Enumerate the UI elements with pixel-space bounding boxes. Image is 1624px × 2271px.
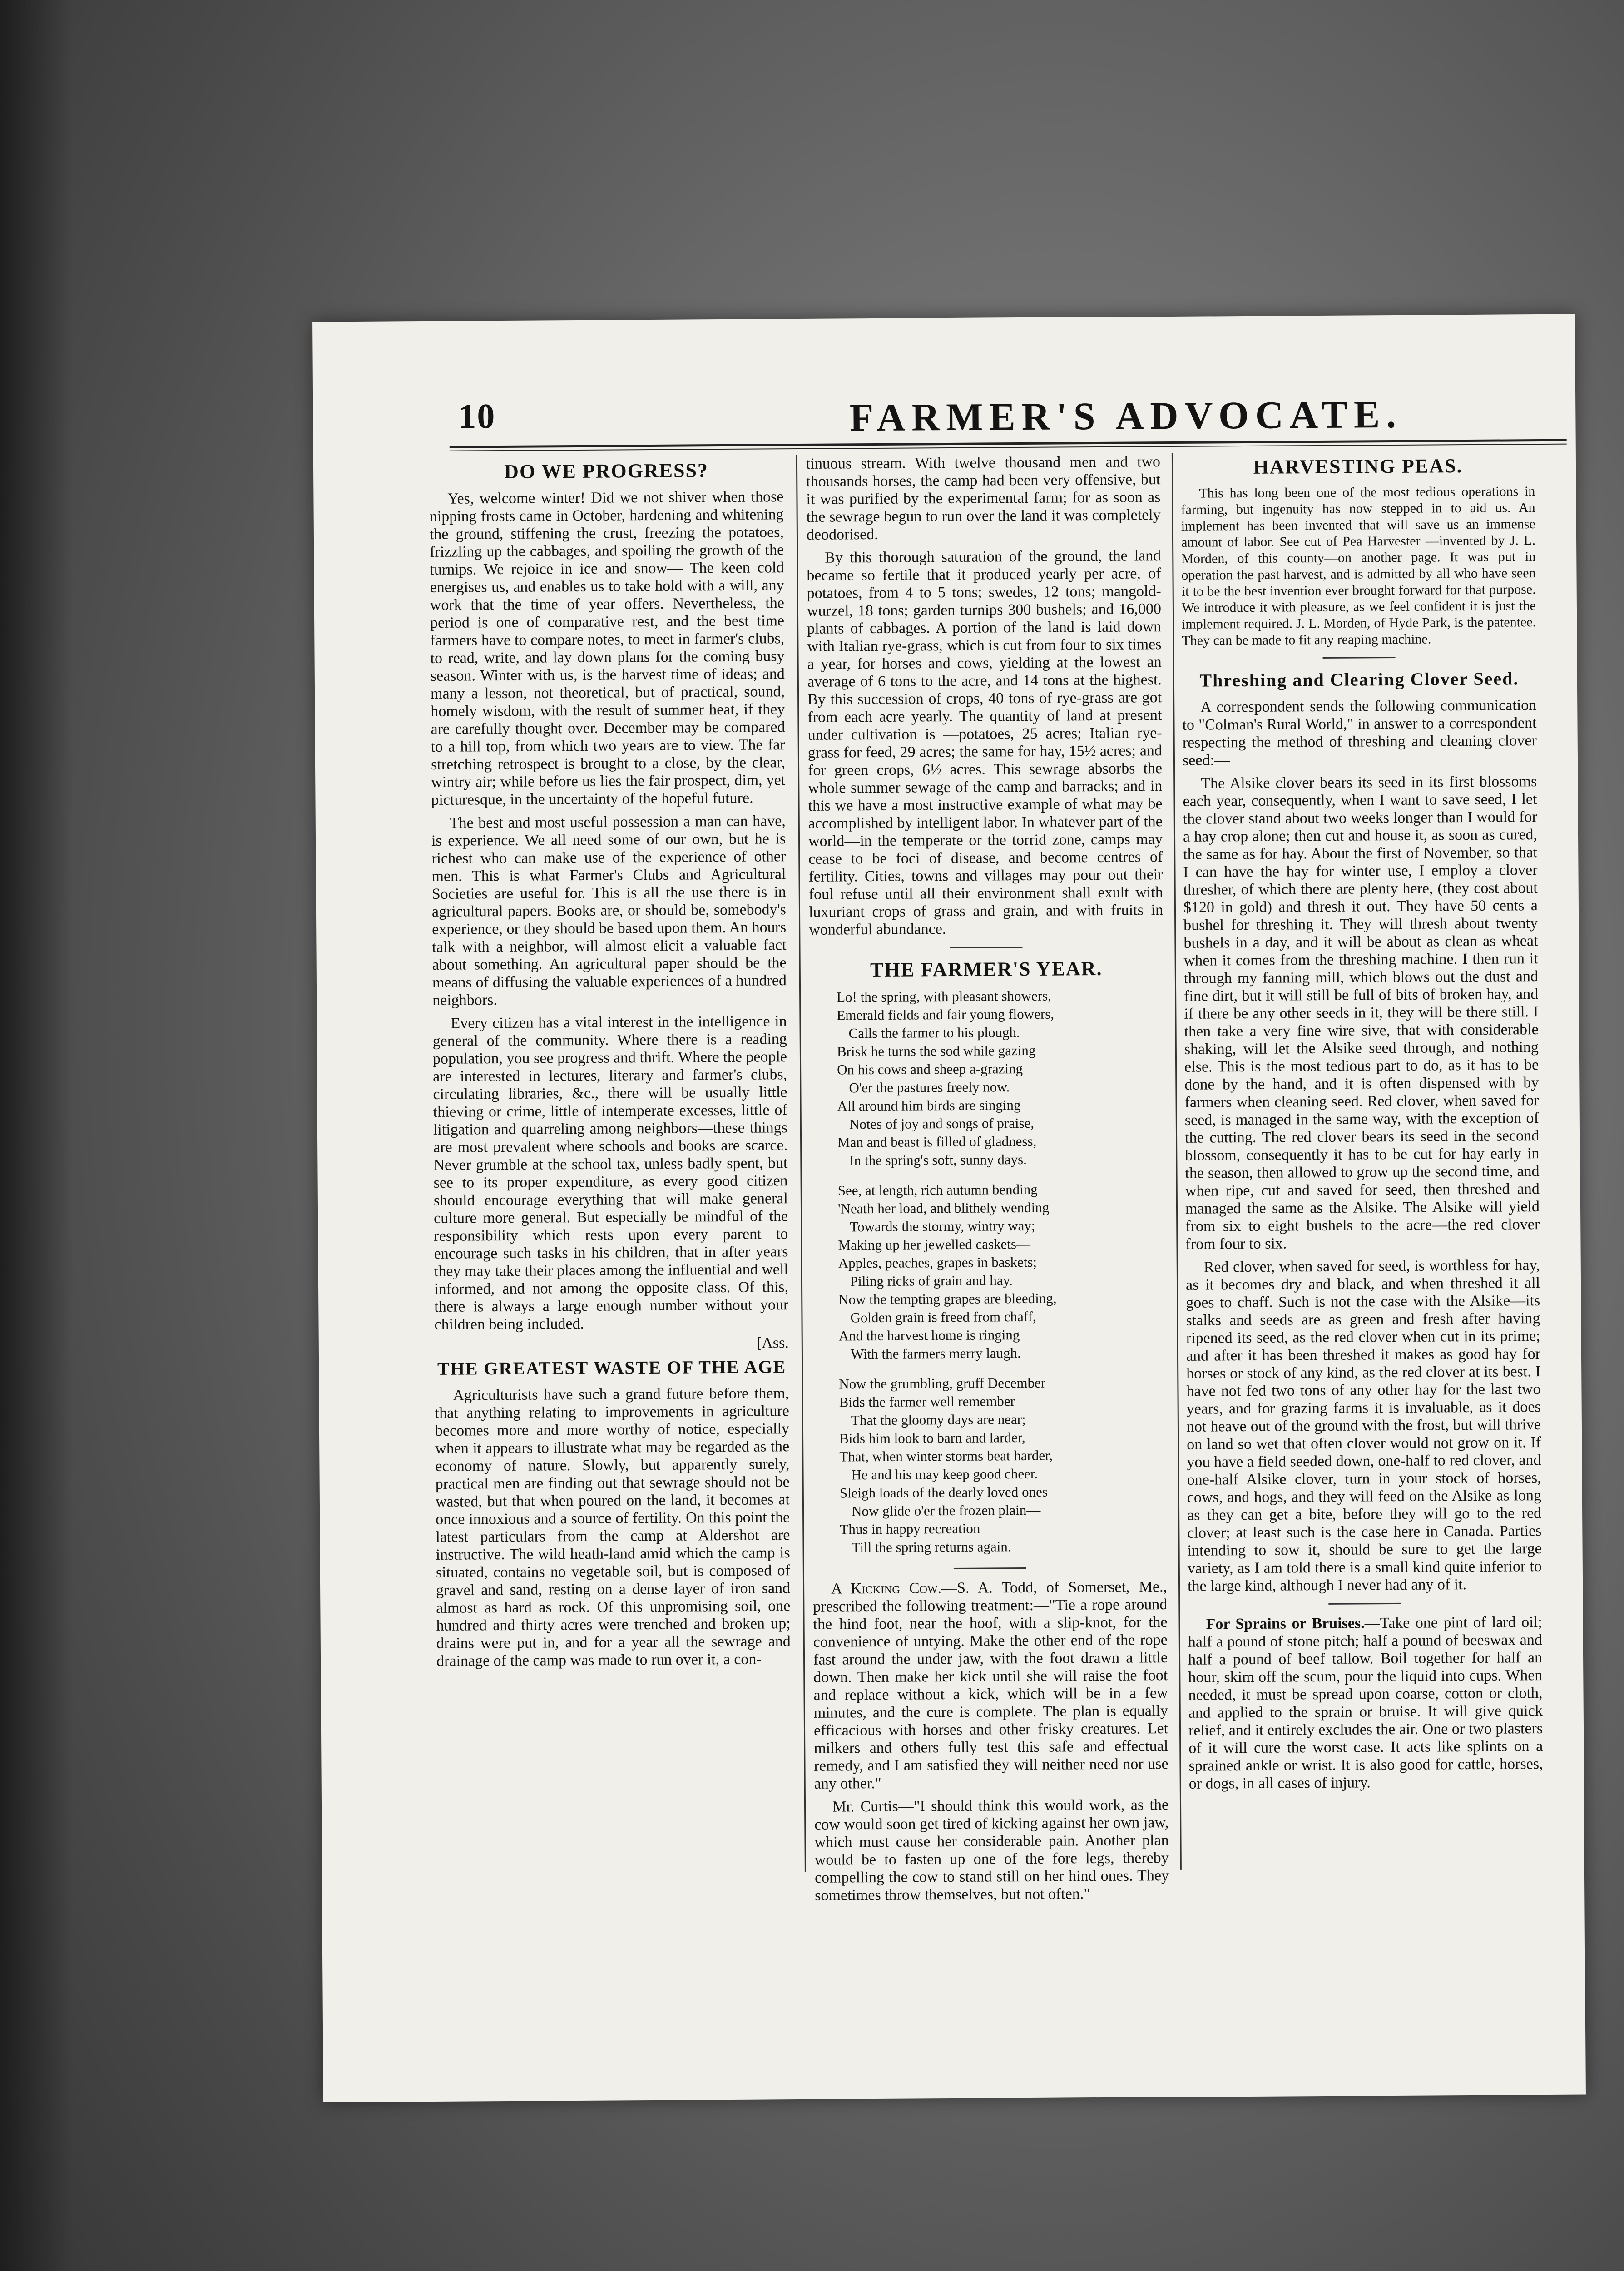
article-title-do-we-progress: DO WE PROGRESS? bbox=[504, 459, 709, 483]
poem-line: With the farmers merry laugh. bbox=[850, 1345, 1021, 1362]
column-divider-1 bbox=[796, 455, 806, 1872]
poem-line: Now the grumbling, gruff December bbox=[839, 1374, 1046, 1392]
column-1 bbox=[429, 455, 791, 1676]
poem-line: Apples, peaches, grapes in baskets; bbox=[838, 1254, 1037, 1271]
poem-line: That the gloomy days are near; bbox=[851, 1411, 1026, 1428]
article-paragraph: Red clover, when saved for seed, is worthless for hay, as it becomes dry and black, and when threshed it all goes to chaff. Such is not the case with the Alsike—its stalks and seeds are as green and fresh after having ripened its seed, as the red clover when cut in its prime; and after it has been threshed it makes as good hay for horses or stock of any kind, as the red clover at its best. I have not fed two tons of any other hay for the last two years, and for grazing farms it is invaluable, as it does not heave out of the ground with the frost, but will thrive on land so wet that often clover would not grow on it. If you have a field seeded down, one-half to red clover, and one-half Alsike clover, turn in your stock of horses, cows, and hogs, and they will feed on the Alsike as long as they can get a bite, before they will go to the red clover; at least such is the case here in Canada. Parties intending to sow it, should be sure to get the large variety, as I am told there is a small kind quite inferior to the large kind, although I never had any of it. bbox=[1185, 1257, 1542, 1595]
column-divider-2 bbox=[1172, 453, 1182, 1870]
poem-stanza bbox=[838, 1180, 1166, 1363]
poem-line: O'er the pastures freely now. bbox=[849, 1079, 1010, 1096]
masthead: FARMER'S ADVOCATE. bbox=[849, 392, 1403, 440]
poem-stanza bbox=[837, 986, 1164, 1170]
kicking-cow-text: —S. A. Todd, of Somerset, Me., prescribed the following treatment:—"Tie a rope around the hind foot, near the hoof, with a slip-knot, for the convenience of untying. Make the other end of the rope fast around the under jaw, with the foot drawn a little down. Then make her kick until she will raise the foot and replace without a kick, which will be in a few minutes, and the cure is complete. The plan is equally efficacious with horses and other frisky creatures. Let milkers and others fully test this safe and effectual remedy, and I am satisfied they will neither need nor use any other." bbox=[813, 1578, 1168, 1792]
poem bbox=[837, 986, 1167, 1557]
film-edge-shadow bbox=[0, 0, 73, 2271]
poem-line: Towards the stormy, wintry way; bbox=[850, 1217, 1035, 1235]
poem-line: Golden grain is freed from chaff, bbox=[850, 1308, 1036, 1326]
article-paragraph-kicking-cow bbox=[813, 1578, 1168, 1793]
poem-line: In the spring's soft, sunny days. bbox=[849, 1151, 1027, 1169]
section-rule bbox=[1328, 1603, 1401, 1605]
poem-line: Piling ricks of grain and hay. bbox=[850, 1272, 1013, 1289]
section-rule bbox=[1323, 657, 1396, 659]
poem-title: THE FARMER'S YEAR. bbox=[870, 957, 1103, 982]
article-paragraph: This has long been one of the most tedious operations in farming, but ingenuity has now stepped in to aid us. An implement has been invented that will save us an immense amount of labor. See cut of Pea Harvester —invented by J. L. Morden, of this county—on another page. It was put in operation the past harvest, and is admitted by all who have seen it to be the best invention ever brought forward for that purpose. We introduce it with pleasure, as we feel confident it is just the implement required. J. L. Morden, of Hyde Park, is the patentee. They can be made to fit any reaping machine. bbox=[1181, 484, 1536, 648]
poem-line: See, at length, rich autumn bending bbox=[837, 1181, 1038, 1199]
poem-line: 'Neath her load, and blithely wending bbox=[837, 1199, 1050, 1217]
column-3 bbox=[1181, 451, 1543, 1798]
poem-line: All around him birds are singing bbox=[837, 1097, 1021, 1114]
article-title-greatest-waste: THE GREATEST WASTE OF THE AGE bbox=[437, 1356, 787, 1379]
article-paragraph-sprains bbox=[1188, 1613, 1543, 1793]
poem-line: Emerald fields and fair young flowers, bbox=[837, 1006, 1055, 1023]
poem-line: And the harvest home is ringing bbox=[838, 1327, 1020, 1344]
poem-line: Man and beast is filled of gladness, bbox=[837, 1133, 1037, 1150]
article-paragraph: Mr. Curtis—"I should think this would work, as the cow would soon get tired of kicking against her own jaw, which must cause her considerable pain. Another plan would be to fasten up one of the fore legs, thereby compelling the cow to stand still on her hind ones. They sometimes throw themselves, but not often." bbox=[814, 1796, 1169, 1904]
article-paragraph: By this thorough saturation of the ground, the land became so fertile that it produced yearly per acre, of potatoes, from 4 to 5 tons; swedes, 12 tons; mangold-wurzel, 18 tons; garden turnips 300 bushels; and 16,000 plants of cabbages. A portion of the land is laid down with Italian rye-grass, which is cut from four to six times a year, for horses and cows, yielding at the lowest an average of 6 tons to the acre, and 14 tons at the highest. By this succession of crops, 40 tons of rye-grass are got from each acre yearly. The quantity of land at present under cultivation is —potatoes, 25 acres; Italian rye-grass for feed, 29 acres; the same for hay, 15½ acres; and for green crops, 6½ acres. This sewrage absorbs the whole summer sewage of the camp and barracks; and in this we have a most instructive example of what may be accomplished by intelligent labor. In whatever part of the world—in the temperate or the torrid zone, camps may cease to be foci of disease, and become centres of fertility. Cities, towns and villages may pour out their foul refuse until all their environment shall exult with luxuriant crops of grass and grain, and with fruits in wonderful abundance. bbox=[807, 547, 1164, 938]
poem-line: On his cows and sheep a-grazing bbox=[837, 1061, 1023, 1078]
poem-line: He and his may keep good cheer. bbox=[851, 1465, 1038, 1483]
poem-line: Calls the farmer to his plough. bbox=[848, 1024, 1020, 1041]
article-paragraph: The best and most useful possession a man can have, is experience. We all need some of our own, but he is richest who can make use of the experience of other men. This is what Farmer's Clubs and Agricultural Societies are useful for. This is all the use there is in agricultural papers. Books are, or should be, somebody's experience, or they should be based upon them. An hours talk with a neighbor, will almost elicit a valuable fact about something. An agricultural paper should be the means of diffusing the valuable experiences of a hundred neighbors. bbox=[431, 813, 787, 1009]
poem-line: Till the spring returns again. bbox=[852, 1538, 1011, 1556]
poem-line: Thus in happy recreation bbox=[840, 1520, 980, 1537]
poem-line: Brisk he turns the sod while gazing bbox=[837, 1042, 1036, 1060]
poem-line: Now glide o'er the frozen plain— bbox=[851, 1502, 1041, 1519]
article-title-harvesting-peas: HARVESTING PEAS. bbox=[1253, 455, 1463, 478]
article-paragraph: The Alsike clover bears its seed in its first blossoms each year, consequently, when I want to save seed, I let the clover stand about two weeks longer than I would for a hay crop alone; then cut and house it, as soon as cured, the same as for hay. About the first of November, so that I can have the hay for winter use, I employ a clover thresher, of which there are plenty here, (they cost about $120 in gold) and thresh it out. They have 50 cents a bushel for threshing it. They will thresh about twenty bushels in a day, and it will be about as clean as wheat when it comes from the threshing machine. I then run it through my fanning mill, which blows out the dust and fine dirt, but it will still be full of bits of broken hay, and if there be any other seeds in it, they will be there still. I then take a very fine wire sive, that with considerable shaking, will let the Alsike seed through, and nothing else. This is the most tedious part to do, as it has to be done by the hand, and it is often dispensed with by farmers when cleaning seed. Red clover, when saved for seed, is managed in the same way, with the exception of the cutting. The red clover bears its seed in the second blossom, consequently it has to be cut for hay early in the season, then allowed to grow up the second time, and when ripe, cut and saved for seed, then threshed and managed the same as the Alsike. The Alsike will yield from six to eight bushels to the acre—the red clover from four to six. bbox=[1183, 773, 1540, 1253]
poem-line: Making up her jewelled caskets— bbox=[838, 1235, 1031, 1253]
article-paragraph: A correspondent sends the following communication to "Colman's Rural World," in answer to a correspondent respecting the method of threshing and cleaning clover seed:— bbox=[1182, 697, 1537, 769]
article-paragraph: Every citizen has a vital interest in the intelligence in general of the community. Where there is a reading population, you see progress and thrift. Where the people are interested in lectures, literary and farmer's clubs, circulating libraries, &c., there will be usually little thieving or crime, little of intemperate excesses, little of litigation and quarreling among neighbors—these things are most prevalent where schools and books are scarce. Never grumble at the school tax, unless badly spent, but see to its proper expenditure, as every good citizen should encourage everything that will make general culture more general. But especially be mindful of the responsibility which rests upon every parent to encourage such tasks in his children, that in after years they may take their places among the influential and well informed, and not among the opposite class. Of this, there is always a large enough number without your children being included. bbox=[432, 1013, 789, 1333]
article-signature: [Ass. bbox=[756, 1334, 789, 1352]
article-paragraph: Yes, welcome winter! Did we not shiver when those nipping frosts came in October, hardening and whitening the ground, stiffening the crust, freezing the potatoes, frizzling up the cabbages, and spoiling the growth of the turnips. We rejoice in ice and snow— The keen cold energises us, and enables us to take hold with a will, any work that the time of year offers. Nevertheless, the period is one of comparative rest, and the best time farmers have to compare notes, to meet in farmer's clubs, to read, write, and lay down plans for the coming busy season. Winter with us, is the harvest time of ideas; and many a lesson, not theoretical, but of practical, sound, homely wisdom, with the result of summer heat, if they are carefully thought over. December may be compared to a hill top, from which two years are to view. The far stretching retrospect is brought to a close, by the clear, wintry air; while before us lies the fair prospect, dim, yet picturesque, in the uncertainty of the hopeful future. bbox=[429, 488, 786, 808]
inline-heading-sprains: For Sprains or Bruises. bbox=[1206, 1615, 1365, 1633]
poem-line: Notes of joy and songs of praise, bbox=[849, 1115, 1035, 1132]
poem-line: Now the tempting grapes are bleeding, bbox=[838, 1290, 1057, 1308]
poem-stanza bbox=[839, 1373, 1167, 1557]
page-number: 10 bbox=[458, 396, 496, 436]
poem-line: Lo! the spring, with pleasant showers, bbox=[837, 987, 1051, 1005]
poem-line: That, when winter storms beat harder, bbox=[839, 1447, 1053, 1465]
article-paragraph: Agriculturists have such a grand future before them, that anything relating to improvements in agriculture becomes more and more worthy of notice, especially when it appears to illustrate what may be regarded as the economy of nature. Slowly, but apparently surely, practical men are finding out that sewrage should not be wasted, but that when poured on the land, it becomes at once innoxious and a source of fertility. On this point the latest particulars from the camp at Aldershot are instructive. The wild heath-land amid which the camp is situated, contains no vegetable soil, but is composed of gravel and sand, resting on a dense layer of iron sand almost as hard as rock. Of this unpromising soil, one hundred and thirty acres were trenched and broken up; drains were put in, and for a year all the sewrage and drainage of the camp was made to run over it, a con- bbox=[435, 1385, 791, 1670]
section-rule bbox=[954, 1567, 1026, 1569]
poem-line: Sleigh loads of the dearly loved ones bbox=[839, 1483, 1048, 1501]
inline-heading-kicking-cow: A Kicking Cow. bbox=[831, 1580, 942, 1597]
poem-line: Bids the farmer well remember bbox=[839, 1393, 1015, 1410]
article-title-clover-seed: Threshing and Clearing Clover Seed. bbox=[1199, 668, 1519, 691]
newspaper-page bbox=[312, 314, 1586, 2102]
section-rule bbox=[950, 947, 1022, 948]
sprains-text: —Take one pint of lard oil; half a pound of stone pitch; half a pound of beeswax and half a pound of beef tallow. Boil together for half an hour, skim off the scum, pour the liquid into cups. When needed, it must be spread upon coarse, cotton or cloth, and applied to the sprain or bruise. It will give quick relief, and it entirely excludes the air. One or two plasters of it will cure the worst case. It acts like splints on a sprained ankle or wrist. It is also good for cattle, horses, or dogs, in all cases of injury. bbox=[1188, 1614, 1543, 1792]
poem-line: Bids him look to barn and larder, bbox=[839, 1429, 1025, 1447]
article-continuation: tinuous stream. With twelve thousand men and two thousands horses, the camp had been very offensive, but it was purified by the experimental farm; for as soon as the sewrage begun to run over the land it was completely deodorised. bbox=[806, 453, 1161, 543]
column-2 bbox=[806, 453, 1169, 1910]
